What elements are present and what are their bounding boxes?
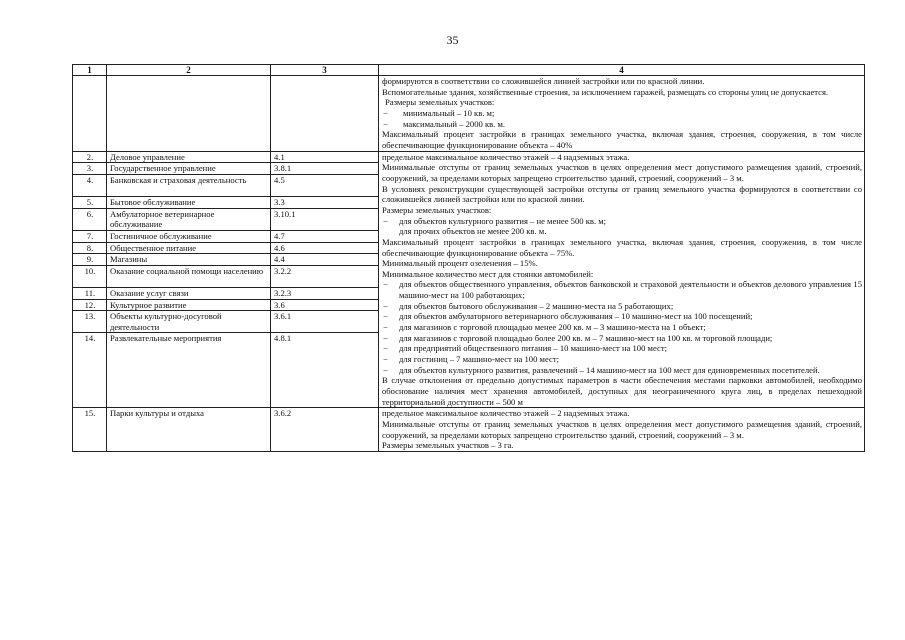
header-col-4: 4 <box>379 65 865 76</box>
list-item: − для объектов бытового обслуживания – 2 машино-места на 5 работающих; <box>383 300 674 311</box>
table-row: 7. Гостиничное обслуживание 4.7 <box>73 230 865 242</box>
text-line: Размеры земельных участков: <box>385 97 495 108</box>
table-row: 6. Амбулаторное ветеринарное обслуживание 3.10.1 <box>73 208 865 230</box>
page-number: 35 <box>446 33 459 47</box>
list-item: − минимальный – 10 кв. м; <box>383 107 495 118</box>
list-item: − для объектов амбулаторного ветеринарного обслуживания – 10 машино-мест на 100 посещений; <box>383 311 753 322</box>
list-item: для прочих объектов не менее 200 кв. м. <box>399 226 547 237</box>
table-row: 4. Банковская и страховая деятельность 4.5 <box>73 174 865 196</box>
table-row: 5. Бытовое обслуживание 3.3 <box>73 196 865 208</box>
header-col-3: 3 <box>271 65 379 76</box>
header-col-2: 2 <box>107 65 271 76</box>
continuation-text <box>379 76 865 152</box>
table-row: 11. Оказание услуг связи 3.2.3 <box>73 287 865 299</box>
text-line: формируются в соответствии со сложившейся линией застройки или по красной линии. <box>382 76 705 86</box>
table-row: 13. Объекты культурно-досуговой деятельности 3.6.1 <box>73 311 865 333</box>
list-item: − для гостиниц – 7 машино-мест на 100 мест; <box>383 354 559 365</box>
table-row-continuation <box>73 76 865 152</box>
list-item: − для магазинов с торговой площадью более 200 кв. м – 7 машино-мест на 100 кв. м торговой площади; <box>383 332 773 343</box>
table-row: 15. Парки культуры и отдыха 3.6.2 предельное максимальное количество этажей – 2 надземных этажа. Минимальные отступы от границ земельных участков в целях определения мест допустимого размещения зданий, строений, сооружений, за пределами которых запрещено строительство зданий, строений, сооружений – 3 м. Размеры земельных участков – 3 га. <box>73 408 865 452</box>
table-row: 9. Магазины 4.4 <box>73 254 865 266</box>
regulations-table <box>72 64 865 452</box>
list-item: − для магазинов с торговой площадью менее 200 кв. м – 3 машино-места на 1 объект; <box>383 322 706 333</box>
text-line: Максимальный процент застройки в границах земельного участка, включая здания, строения, сооружения, в том числе обеспечивающие функционирование объекта – 40% <box>382 129 862 150</box>
list-item: − для объектов культурного развития, развлечений – 14 машино-мест на 100 мест для единовременных посетителей. <box>383 364 820 375</box>
list-item: − для объектов культурного развития – не менее 500 кв. м; <box>383 215 607 226</box>
list-item: − для предприятий общественного питания – 10 машино-мест на 100 мест; <box>383 343 667 354</box>
table-row: 8. Общественное питание 4.6 <box>73 242 865 254</box>
text-line: Вспомогательные здания, хозяйственные строения, за исключением гаражей, размещать со стороны улиц не допускается. <box>382 86 829 97</box>
shared-regulations-text: предельное максимальное количество этажей – 4 надземных этажа. Минимальные отступы от границ земельных участков в целях определения мест допустимого размещения зданий, строений, сооружений, за пределами которых запрещено строительство зданий, строений, сооружений – 3 м. В условиях реконструкции существующей застройки отступы от границ земельного участка формируются в соответствии со сложившейся линией застройки или по красной линии. Размеры земельных участков: − для объектов культурного развития – не менее 500 кв. м; для прочих объектов не менее 200 кв. м. Максимальный процент застройки в границах земельного участка, включая здания, строения, сооружения, в том числе обеспечивающие функционирование объекта – 75%. Минимальный процент озеленения – 15%. Минимальное количество мест для стоянки автомобилей: − для объектов общественного управления, объектов банковской и страховой деятельности и объектов делового управления 15 машино-мест на 100 работающих; − для объектов бытового обслуживания – 2 машино-места на 5 работающих; − для объектов амбулаторного ветеринарного обслуживания – 10 машино-мест на 100 посещений; − для магазинов с торговой площадью менее 200 кв. м – 3 машино-места на 1 объект; − для магазинов с торговой площадью более 200 кв. м – 7 машино-мест на 100 кв. м торговой площади; − для предприятий общественного питания – 10 машино-мест на 100 мест; − для гостиниц – 7 машино-мест на 100 мест; − для объектов культурного развития, развлечений – 14 машино-мест на 100 мест для единовременных посетителей. В случае отклонения от предельно допустимых параметров в части обеспечения местами парковки автомобилей, необходимо обоснование наличия мест хранения автомобилей, доступных для неограниченного круга лиц, в пределах пешеходной территориальной доступности – 500 м <box>379 151 865 408</box>
table-row: 10. Оказание социальной помощи населению 3.2.2 <box>73 265 865 287</box>
table-row: 14. Развлекательные мероприятия 4.8.1 <box>73 333 865 408</box>
list-item: − максимальный – 2000 кв. м. <box>383 118 506 129</box>
table-row: 12. Культурное развитие 3.6 <box>73 299 865 311</box>
list-item: − для объектов общественного управления, объектов банковской и страховой деятельности и объектов делового управления 15 машино-мест на 100 работающих; <box>383 279 862 301</box>
row15-regulations-text: предельное максимальное количество этажей – 2 надземных этажа. Минимальные отступы от границ земельных участков в целях определения мест допустимого размещения зданий, строений, сооружений, за пределами которых запрещено строительство зданий, строений, сооружений – 3 м. Размеры земельных участков – 3 га. <box>379 408 865 452</box>
table-row: 3. Государственное управление 3.8.1 <box>73 163 865 175</box>
header-col-1: 1 <box>73 65 107 76</box>
table-header-row <box>73 65 865 76</box>
table-row: 2. Деловое управление 4.1 предельное максимальное количество этажей – 4 надземных этажа. Минимальные отступы от границ земельных участков в целях определения мест допустимого размещения зданий, строений, сооружений, за пределами которых запрещено строительство зданий, строений, сооружений – 3 м. В условиях реконструкции существующей застройки отступы от границ земельного участка формируются в соответствии со сложившейся линией застройки или по красной линии. Размеры земельных участков: − для объектов культурного развития – не менее 500 кв. м; для прочих объектов не менее 200 кв. м. Максимальный процент застройки в границах земельного участка, включая здания, строения, сооружения, в том числе обеспечивающие функционирование объекта – 75%. Минимальный процент озеленения – 15%. Минимальное количество мест для стоянки автомобилей: − для объектов общественного управления, объектов банковской и страховой деятельности и объектов делового управления 15 машино-мест на 100 работающих; − для объектов бытового обслуживания – 2 машино-места на 5 работающих; − для объектов амбулаторного ветеринарного обслуживания – 10 машино-мест на 100 посещений; − для магазинов с торговой площадью менее 200 кв. м – 3 машино-места на 1 объект; − для магазинов с торговой площадью более 200 кв. м – 7 машино-мест на 100 кв. м торговой площади; − для предприятий общественного питания – 10 машино-мест на 100 мест; − для гостиниц – 7 машино-мест на 100 мест; − для объектов культурного развития, развлечений – 14 машино-мест на 100 мест для единовременных посетителей. В случае отклонения от предельно допустимых параметров в части обеспечения местами парковки автомобилей, необходимо обоснование наличия мест хранения автомобилей, доступных для неограниченного круга лиц, в пределах пешеходной территориальной доступности – 500 м <box>73 151 865 163</box>
